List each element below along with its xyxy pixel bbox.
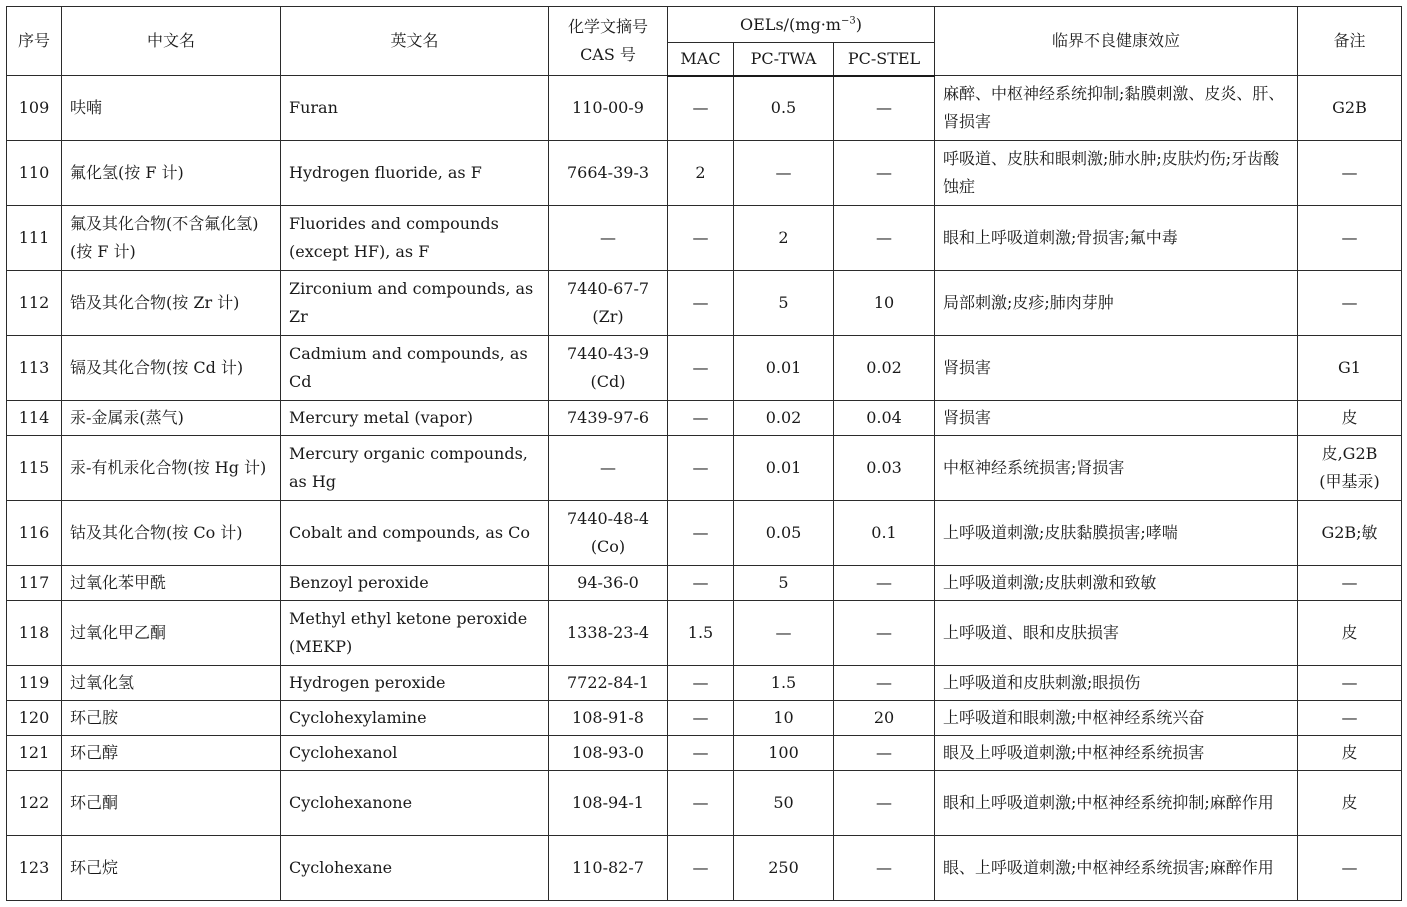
row-cas-line1: 110-82-7 bbox=[572, 858, 644, 877]
row-cn-name: 氟化氢(按 F 计) bbox=[62, 141, 281, 206]
row-pc-stel: — bbox=[834, 736, 935, 771]
table-row bbox=[7, 336, 1402, 401]
row-note bbox=[1298, 76, 1402, 141]
row-pc-twa: 0.02 bbox=[734, 401, 834, 436]
row-pc-stel: 10 bbox=[834, 271, 935, 336]
row-en-name: Methyl ethyl ketone peroxide (MEKP) bbox=[281, 601, 549, 666]
row-note bbox=[1298, 601, 1402, 666]
row-cn-name: 过氧化氢 bbox=[62, 666, 281, 701]
row-note bbox=[1298, 436, 1402, 501]
row-pc-stel: 20 bbox=[834, 701, 935, 736]
row-en-name: Fluorides and compounds (except HF), as F bbox=[281, 206, 549, 271]
row-pc-twa: — bbox=[734, 601, 834, 666]
row-mac: — bbox=[668, 436, 734, 501]
row-cn-name: 过氧化甲乙酮 bbox=[62, 601, 281, 666]
row-cas bbox=[549, 666, 668, 701]
header-cas-line2: CAS 号 bbox=[580, 45, 636, 64]
row-cas bbox=[549, 736, 668, 771]
row-mac: — bbox=[668, 271, 734, 336]
row-mac: — bbox=[668, 76, 734, 141]
row-note-line1: — bbox=[1341, 228, 1358, 247]
row-cas-line1: 7722-84-1 bbox=[566, 673, 650, 692]
row-cn-name: 锆及其化合物(按 Zr 计) bbox=[62, 271, 281, 336]
row-seq: 119 bbox=[7, 666, 62, 701]
row-mac: — bbox=[668, 336, 734, 401]
row-pc-twa: 0.01 bbox=[734, 436, 834, 501]
row-cas-line1: 7440-48-4 bbox=[566, 509, 650, 528]
row-cas bbox=[549, 771, 668, 836]
row-pc-stel: 0.04 bbox=[834, 401, 935, 436]
header-seq: 序号 bbox=[7, 7, 62, 76]
header-en-name: 英文名 bbox=[281, 7, 549, 76]
header-pc-stel: PC-STEL bbox=[834, 43, 935, 76]
row-mac: — bbox=[668, 836, 734, 901]
row-effects: 眼和上呼吸道刺激;中枢神经系统抑制;麻醉作用 bbox=[935, 771, 1298, 836]
row-effects: 上呼吸道刺激;皮肤刺激和致敏 bbox=[935, 566, 1298, 601]
row-pc-stel: — bbox=[834, 141, 935, 206]
row-cas bbox=[549, 436, 668, 501]
row-note-line1: 皮 bbox=[1341, 623, 1358, 642]
table-row bbox=[7, 501, 1402, 566]
row-seq: 114 bbox=[7, 401, 62, 436]
row-cas-line1: 7440-67-7 bbox=[566, 279, 650, 298]
row-cas-line2: (Zr) bbox=[592, 307, 624, 326]
row-cn-name: 汞-金属汞(蒸气) bbox=[62, 401, 281, 436]
row-cn-name: 环己醇 bbox=[62, 736, 281, 771]
row-pc-twa: 10 bbox=[734, 701, 834, 736]
row-seq: 111 bbox=[7, 206, 62, 271]
row-note bbox=[1298, 666, 1402, 701]
row-pc-stel: — bbox=[834, 666, 935, 701]
row-cas-line2: (Co) bbox=[590, 537, 626, 556]
row-cas-line2: (Cd) bbox=[590, 372, 626, 391]
row-note bbox=[1298, 836, 1402, 901]
row-seq: 117 bbox=[7, 566, 62, 601]
row-pc-twa: 50 bbox=[734, 771, 834, 836]
row-mac: — bbox=[668, 666, 734, 701]
row-en-name: Benzoyl peroxide bbox=[281, 566, 549, 601]
table-row bbox=[7, 436, 1402, 501]
row-pc-twa: 5 bbox=[734, 566, 834, 601]
row-note-line1: G2B bbox=[1332, 98, 1367, 117]
row-mac: — bbox=[668, 501, 734, 566]
row-cas-line1: 7439-97-6 bbox=[566, 408, 650, 427]
row-pc-twa: 2 bbox=[734, 206, 834, 271]
row-note-line1: — bbox=[1341, 858, 1358, 877]
row-en-name: Zirconium and compounds, as Zr bbox=[281, 271, 549, 336]
row-en-name: Hydrogen peroxide bbox=[281, 666, 549, 701]
row-en-name: Furan bbox=[281, 76, 549, 141]
row-pc-stel: 0.03 bbox=[834, 436, 935, 501]
row-effects: 眼及上呼吸道刺激;中枢神经系统损害 bbox=[935, 736, 1298, 771]
row-note bbox=[1298, 141, 1402, 206]
row-cas bbox=[549, 271, 668, 336]
row-note-line1: — bbox=[1341, 673, 1358, 692]
row-cn-name: 呋喃 bbox=[62, 76, 281, 141]
row-pc-stel: — bbox=[834, 836, 935, 901]
row-effects: 呼吸道、皮肤和眼刺激;肺水肿;皮肤灼伤;牙齿酸蚀症 bbox=[935, 141, 1298, 206]
row-cas bbox=[549, 141, 668, 206]
row-note-line1: 皮 bbox=[1341, 743, 1358, 762]
table-row bbox=[7, 601, 1402, 666]
row-note bbox=[1298, 566, 1402, 601]
row-cn-name: 环己胺 bbox=[62, 701, 281, 736]
row-cas bbox=[549, 501, 668, 566]
row-seq: 121 bbox=[7, 736, 62, 771]
row-cas-line1: 110-00-9 bbox=[572, 98, 644, 117]
header-oels-close: ) bbox=[855, 14, 862, 34]
row-effects: 中枢神经系统损害;肾损害 bbox=[935, 436, 1298, 501]
row-pc-stel: — bbox=[834, 206, 935, 271]
table-row bbox=[7, 771, 1402, 836]
row-effects: 局部刺激;皮疹;肺肉芽肿 bbox=[935, 271, 1298, 336]
row-seq: 123 bbox=[7, 836, 62, 901]
row-cas-line1: 108-91-8 bbox=[572, 708, 644, 727]
table-row bbox=[7, 566, 1402, 601]
header-oels bbox=[668, 7, 935, 43]
row-note bbox=[1298, 736, 1402, 771]
header-cas bbox=[549, 7, 668, 76]
table-row bbox=[7, 206, 1402, 271]
row-note-line1: — bbox=[1341, 163, 1358, 182]
row-pc-twa: — bbox=[734, 141, 834, 206]
row-en-name: Cyclohexanol bbox=[281, 736, 549, 771]
row-en-name: Cyclohexane bbox=[281, 836, 549, 901]
row-note-line1: 皮 bbox=[1341, 793, 1358, 812]
row-pc-twa: 100 bbox=[734, 736, 834, 771]
row-effects: 眼和上呼吸道刺激;骨损害;氟中毒 bbox=[935, 206, 1298, 271]
row-cn-name: 汞-有机汞化合物(按 Hg 计) bbox=[62, 436, 281, 501]
row-mac: — bbox=[668, 401, 734, 436]
row-cas bbox=[549, 701, 668, 736]
row-cn-name: 钴及其化合物(按 Co 计) bbox=[62, 501, 281, 566]
row-en-name: Cadmium and compounds, as Cd bbox=[281, 336, 549, 401]
row-seq: 120 bbox=[7, 701, 62, 736]
row-note-line1: G1 bbox=[1338, 358, 1361, 377]
row-note bbox=[1298, 501, 1402, 566]
row-cas-line1: 7440-43-9 bbox=[566, 344, 650, 363]
row-pc-twa: 0.05 bbox=[734, 501, 834, 566]
row-effects: 麻醉、中枢神经系统抑制;黏膜刺激、皮炎、肝、肾损害 bbox=[935, 76, 1298, 141]
row-pc-stel: — bbox=[834, 771, 935, 836]
row-cn-name: 环己酮 bbox=[62, 771, 281, 836]
row-note bbox=[1298, 701, 1402, 736]
row-seq: 112 bbox=[7, 271, 62, 336]
row-mac: — bbox=[668, 206, 734, 271]
row-note-line1: G2B;敏 bbox=[1321, 523, 1378, 542]
table-row bbox=[7, 701, 1402, 736]
table-header bbox=[7, 7, 1402, 76]
row-seq: 115 bbox=[7, 436, 62, 501]
row-en-name: Mercury organic compounds, as Hg bbox=[281, 436, 549, 501]
row-cas-line1: — bbox=[600, 228, 616, 247]
row-note bbox=[1298, 771, 1402, 836]
header-pc-twa: PC-TWA bbox=[734, 43, 834, 76]
row-en-name: Hydrogen fluoride, as F bbox=[281, 141, 549, 206]
row-cas-line1: 108-94-1 bbox=[572, 793, 644, 812]
table-row bbox=[7, 271, 1402, 336]
row-pc-twa: 1.5 bbox=[734, 666, 834, 701]
row-effects: 肾损害 bbox=[935, 401, 1298, 436]
row-effects: 上呼吸道、眼和皮肤损害 bbox=[935, 601, 1298, 666]
header-oels-exponent: −3 bbox=[840, 15, 856, 27]
row-cn-name: 镉及其化合物(按 Cd 计) bbox=[62, 336, 281, 401]
row-cas-line1: — bbox=[600, 458, 616, 477]
row-en-name: Cobalt and compounds, as Co bbox=[281, 501, 549, 566]
row-note-line1: 皮,G2B bbox=[1321, 444, 1378, 463]
header-mac: MAC bbox=[668, 43, 734, 76]
row-effects: 上呼吸道刺激;皮肤黏膜损害;哮喘 bbox=[935, 501, 1298, 566]
row-cas bbox=[549, 566, 668, 601]
row-seq: 110 bbox=[7, 141, 62, 206]
row-cas bbox=[549, 401, 668, 436]
table-row bbox=[7, 666, 1402, 701]
row-effects: 眼、上呼吸道刺激;中枢神经系统损害;麻醉作用 bbox=[935, 836, 1298, 901]
row-cas bbox=[549, 836, 668, 901]
row-pc-twa: 5 bbox=[734, 271, 834, 336]
header-oels-label: OELs/(mg·m bbox=[740, 14, 841, 34]
row-mac: — bbox=[668, 701, 734, 736]
row-cn-name: 环己烷 bbox=[62, 836, 281, 901]
row-pc-stel: 0.1 bbox=[834, 501, 935, 566]
row-note-line1: — bbox=[1341, 708, 1358, 727]
row-cn-name: 氟及其化合物(不含氟化氢)(按 F 计) bbox=[62, 206, 281, 271]
row-mac: — bbox=[668, 771, 734, 836]
row-seq: 118 bbox=[7, 601, 62, 666]
row-note bbox=[1298, 271, 1402, 336]
row-cas bbox=[549, 206, 668, 271]
row-note-line1: 皮 bbox=[1341, 408, 1358, 427]
row-pc-stel: 0.02 bbox=[834, 336, 935, 401]
table-row bbox=[7, 836, 1402, 901]
row-pc-twa: 250 bbox=[734, 836, 834, 901]
table-body bbox=[7, 76, 1402, 901]
row-en-name: Cyclohexanone bbox=[281, 771, 549, 836]
row-effects: 上呼吸道和皮肤刺激;眼损伤 bbox=[935, 666, 1298, 701]
header-note: 备注 bbox=[1298, 7, 1402, 76]
row-seq: 113 bbox=[7, 336, 62, 401]
row-note bbox=[1298, 336, 1402, 401]
row-note bbox=[1298, 401, 1402, 436]
row-note bbox=[1298, 206, 1402, 271]
row-seq: 109 bbox=[7, 76, 62, 141]
row-cas-line1: 108-93-0 bbox=[572, 743, 644, 762]
row-en-name: Cyclohexylamine bbox=[281, 701, 549, 736]
row-cas-line1: 1338-23-4 bbox=[566, 623, 650, 642]
row-pc-stel: — bbox=[834, 76, 935, 141]
row-mac: — bbox=[668, 566, 734, 601]
row-mac: 2 bbox=[668, 141, 734, 206]
row-cn-name: 过氧化苯甲酰 bbox=[62, 566, 281, 601]
row-note-line2: (甲基汞) bbox=[1319, 472, 1380, 491]
table-row bbox=[7, 141, 1402, 206]
row-seq: 122 bbox=[7, 771, 62, 836]
row-note-line1: — bbox=[1341, 293, 1358, 312]
row-cas-line1: 94-36-0 bbox=[577, 573, 639, 592]
row-cas bbox=[549, 76, 668, 141]
table-row bbox=[7, 401, 1402, 436]
row-cas bbox=[549, 601, 668, 666]
table-row bbox=[7, 76, 1402, 141]
oel-table bbox=[6, 6, 1402, 901]
row-pc-stel: — bbox=[834, 601, 935, 666]
header-cas-line1: 化学文摘号 bbox=[567, 17, 648, 36]
row-effects: 肾损害 bbox=[935, 336, 1298, 401]
row-mac: 1.5 bbox=[668, 601, 734, 666]
row-seq: 116 bbox=[7, 501, 62, 566]
row-note-line1: — bbox=[1341, 573, 1358, 592]
row-pc-stel: — bbox=[834, 566, 935, 601]
header-cn-name: 中文名 bbox=[62, 7, 281, 76]
header-effects: 临界不良健康效应 bbox=[935, 7, 1298, 76]
row-cas bbox=[549, 336, 668, 401]
row-effects: 上呼吸道和眼刺激;中枢神经系统兴奋 bbox=[935, 701, 1298, 736]
table-row bbox=[7, 736, 1402, 771]
row-cas-line1: 7664-39-3 bbox=[566, 163, 650, 182]
row-mac: — bbox=[668, 736, 734, 771]
row-en-name: Mercury metal (vapor) bbox=[281, 401, 549, 436]
row-pc-twa: 0.01 bbox=[734, 336, 834, 401]
row-pc-twa: 0.5 bbox=[734, 76, 834, 141]
